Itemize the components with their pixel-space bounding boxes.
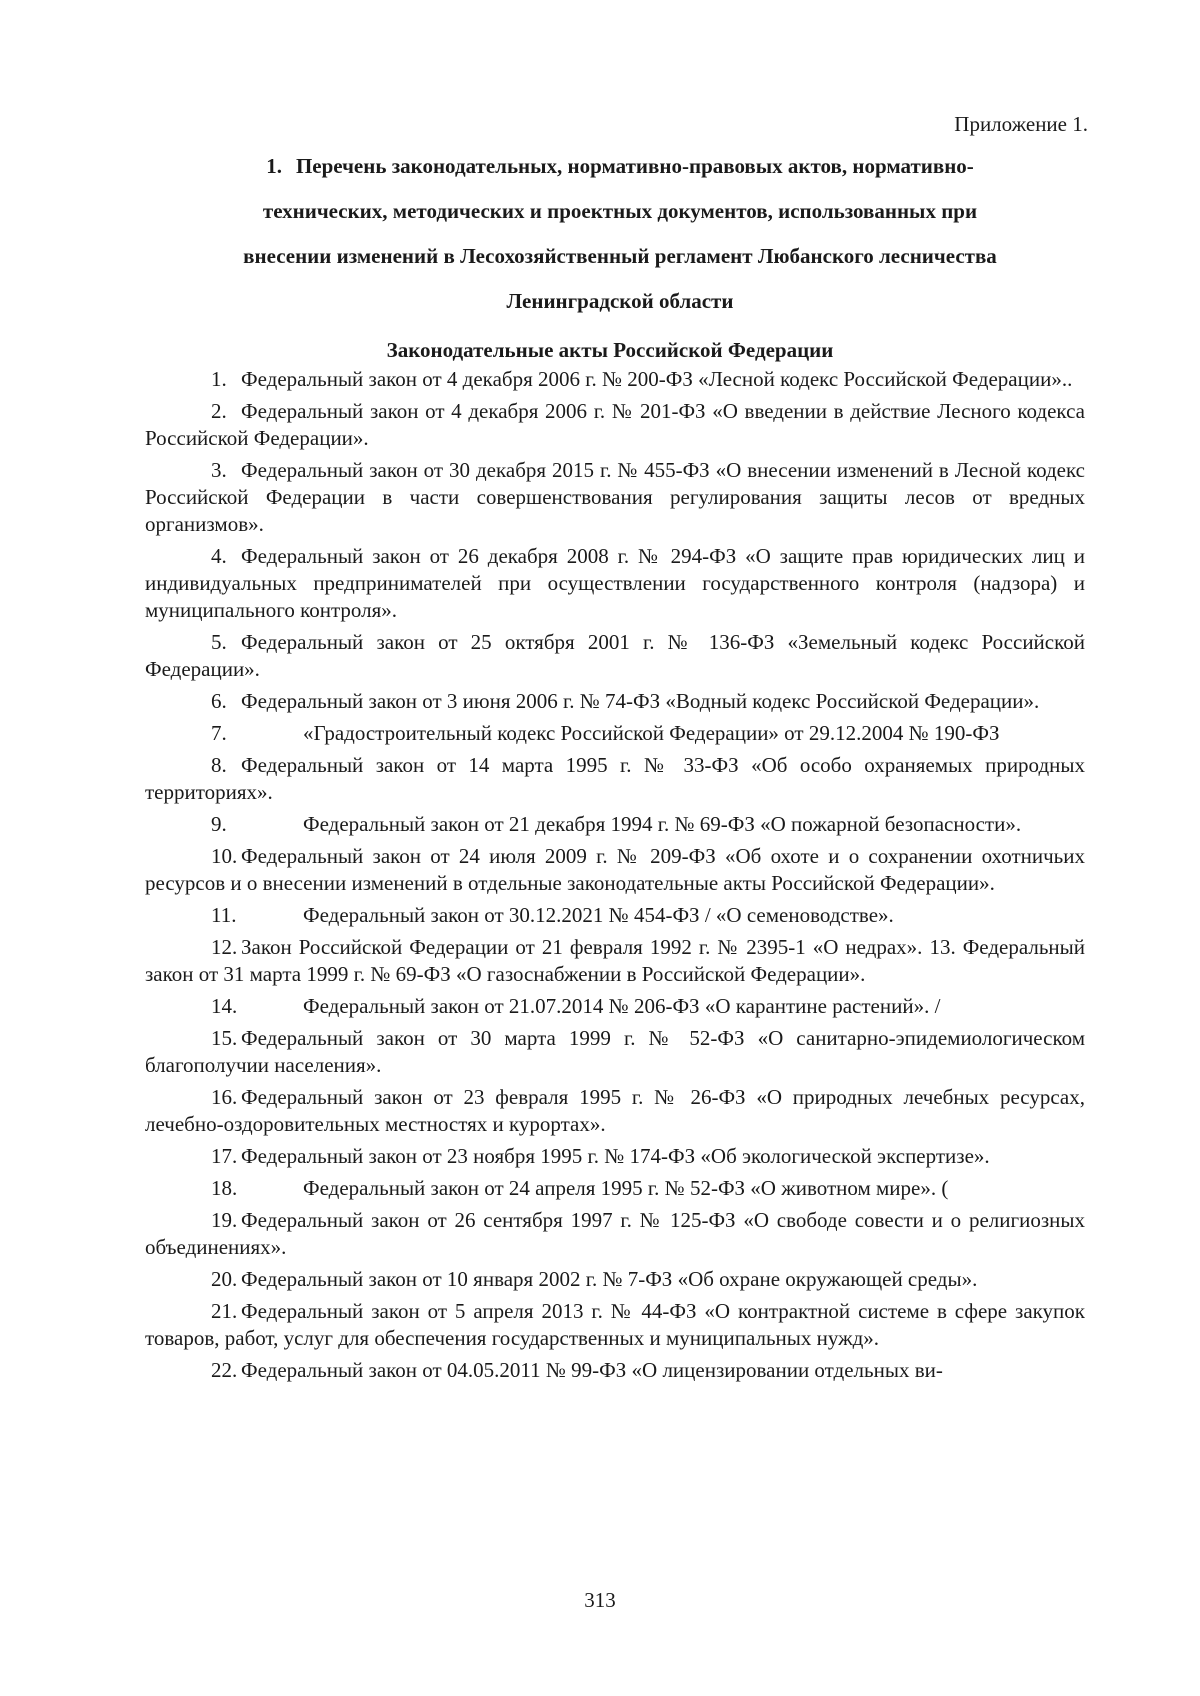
section-heading: Законодательные акты Российской Федерации [386, 338, 834, 362]
item-text: Федеральный закон от 21.07.2014 № 206-ФЗ «О карантине растений». / [303, 994, 941, 1018]
list-item [145, 1175, 1085, 1202]
item-text: Федеральный закон от 25 октября 2001 г. № 136-ФЗ «Земельный кодекс Российской Федерации». [145, 630, 1085, 681]
item-number: 11. [211, 903, 237, 927]
item-text: «Градостроительный кодекс Российской Федерации» от 29.12.2004 № 190-ФЗ [303, 721, 1000, 745]
list-item [145, 843, 1085, 897]
item-number: 12. [211, 935, 238, 959]
document-title [140, 144, 1100, 324]
item-number: 19. [211, 1208, 238, 1232]
list-item [145, 1207, 1085, 1261]
list-item [145, 1266, 1085, 1293]
item-number: 6. [211, 689, 227, 713]
list-item [145, 457, 1085, 538]
appendix-label: Приложение 1. [954, 112, 1088, 136]
item-number: 16. [211, 1085, 238, 1109]
list-item [145, 1357, 1085, 1384]
list-item [145, 752, 1085, 806]
list-item [145, 1298, 1085, 1352]
title-line-3: внесении изменений в Лесохозяйственный регламент Любанского лесничества [243, 244, 997, 268]
item-number: 21. [211, 1299, 238, 1323]
list-item [145, 366, 1085, 393]
item-text: Федеральный закон от 04.05.2011 № 99-ФЗ «О лицензировании отдельных ви- [241, 1358, 943, 1382]
item-text: Закон Российской Федерации от 21 февраля 1992 г. № 2395-1 «О недрах». 13. Федеральный закон от 31 марта 1999 г. № 69-ФЗ «О газоснабжении в Российской Федерации». [145, 935, 1085, 986]
item-number: 7. [211, 721, 227, 745]
item-text: Федеральный закон от 10 января 2002 г. № 7-ФЗ «Об охране окружающей среды». [241, 1267, 978, 1291]
title-number: 1. [266, 154, 282, 178]
list-item [145, 993, 1085, 1020]
item-number: 15. [211, 1026, 238, 1050]
item-number: 3. [211, 458, 227, 482]
item-number: 22. [211, 1358, 238, 1382]
law-list [145, 366, 1085, 1389]
list-item [145, 398, 1085, 452]
item-text: Федеральный закон от 30 декабря 2015 г. № 455-ФЗ «О внесении изменений в Лесной кодекс Российской Федерации в части совершенствования регулирования защиты лесов от вредных организмов». [145, 458, 1085, 536]
item-text: Федеральный закон от 14 марта 1995 г. № 33-ФЗ «Об особо охраняемых природных территориях». [145, 753, 1085, 804]
item-text: Федеральный закон от 24 апреля 1995 г. № 52-ФЗ «О животном мире». ( [303, 1176, 949, 1200]
item-text: Федеральный закон от 23 февраля 1995 г. № 26-ФЗ «О природных лечебных ресурсах, лечебно-оздоровительных местностях и курортах». [145, 1085, 1085, 1136]
list-item [145, 629, 1085, 683]
item-text: Федеральный закон от 3 июня 2006 г. № 74-ФЗ «Водный кодекс Российской Федерации». [241, 689, 1040, 713]
page-number: 313 [584, 1588, 616, 1612]
item-number: 1. [211, 367, 227, 391]
item-text: Федеральный закон от 21 декабря 1994 г. № 69-ФЗ «О пожарной безопасности». [303, 812, 1022, 836]
item-text: Федеральный закон от 23 ноября 1995 г. № 174-ФЗ «Об экологической экспертизе». [241, 1144, 990, 1168]
item-number: 8. [211, 753, 227, 777]
item-number: 5. [211, 630, 227, 654]
item-text: Федеральный закон от 26 декабря 2008 г. № 294-ФЗ «О защите прав юридических лиц и индивидуальных предпринимателей при осуществлении государственного контроля (надзора) и муниципального контроля». [145, 544, 1085, 622]
item-number: 9. [211, 812, 227, 836]
title-line-1: 1. Перечень законодательных, нормативно-правовых актов, нормативно- [266, 154, 974, 178]
item-text: Федеральный закон от 5 апреля 2013 г. № 44-ФЗ «О контрактной системе в сфере закупок товаров, работ, услуг для обеспечения государственных и муниципальных нужд». [145, 1299, 1085, 1350]
list-item [145, 720, 1085, 747]
list-item [145, 934, 1085, 988]
title-line-2: технических, методических и проектных документов, использованных при [262, 199, 978, 223]
item-text: Федеральный закон от 4 декабря 2006 г. № 200-ФЗ «Лесной кодекс Российской Федерации».. [241, 367, 1073, 391]
list-item [145, 543, 1085, 624]
item-number: 4. [211, 544, 227, 568]
item-number: 18. [211, 1176, 238, 1200]
list-item [145, 811, 1085, 838]
item-number: 17. [211, 1144, 238, 1168]
item-text: Федеральный закон от 30 марта 1999 г. № 52-ФЗ «О санитарно-эпидемиологическом благополучии населения». [145, 1026, 1085, 1077]
item-number: 2. [211, 399, 227, 423]
list-item [145, 1084, 1085, 1138]
title-line-4: Ленинградской области [506, 289, 734, 313]
item-number: 10. [211, 844, 238, 868]
list-item [145, 1143, 1085, 1170]
item-text: Федеральный закон от 4 декабря 2006 г. № 201-ФЗ «О введении в действие Лесного кодекса Российской Федерации». [145, 399, 1085, 450]
list-item [145, 902, 1085, 929]
list-item [145, 1025, 1085, 1079]
item-text: Федеральный закон от 24 июля 2009 г. № 209-ФЗ «Об охоте и о сохранении охотничьих ресурсов и о внесении изменений в отдельные законодательные акты Российской Федерации». [145, 844, 1085, 895]
item-number: 14. [211, 994, 238, 1018]
item-number: 20. [211, 1267, 238, 1291]
item-text: Федеральный закон от 26 сентября 1997 г. № 125-ФЗ «О свободе совести и о религиозных объединениях». [145, 1208, 1085, 1259]
item-text: Федеральный закон от 30.12.2021 № 454-ФЗ / «О семеноводстве». [303, 903, 894, 927]
list-item [145, 688, 1085, 715]
